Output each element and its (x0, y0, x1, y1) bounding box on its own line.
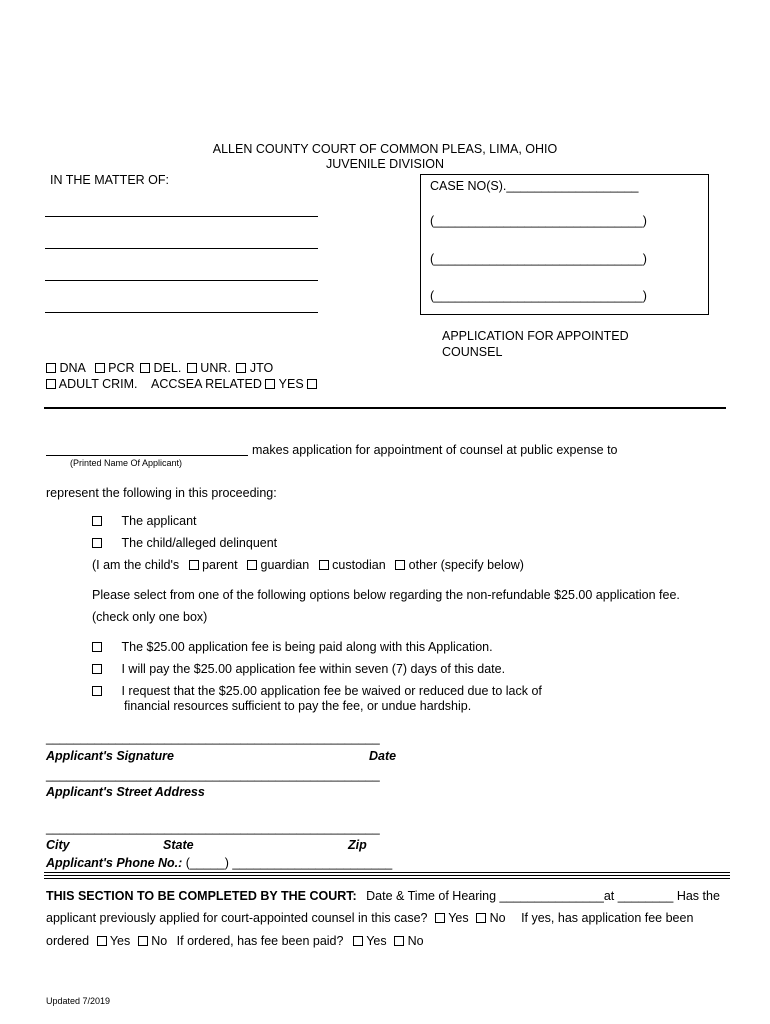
pcr-label: PCR (108, 361, 135, 375)
accsea-checkbox[interactable] (265, 379, 275, 389)
street-address-label: Applicant's Street Address (46, 785, 205, 799)
fee-later-checkbox[interactable] (92, 664, 102, 674)
ordered-no-checkbox[interactable] (138, 936, 148, 946)
form-title-line-1: APPLICATION FOR APPOINTED (442, 329, 629, 343)
city-label: City (46, 838, 70, 852)
zip-label: Zip (348, 838, 367, 852)
case-type-row-1 (46, 361, 273, 375)
court-section-heading: THIS SECTION TO BE COMPLETED BY THE COURT: (46, 889, 357, 903)
custodian-label: custodian (332, 558, 386, 572)
state-label: State (163, 838, 194, 852)
yes-label: YES (278, 377, 304, 391)
fee-paid-checkbox[interactable] (92, 642, 102, 652)
court-divider-mid (44, 875, 730, 876)
signature-line[interactable]: ________________________________________________ (46, 731, 380, 745)
court-divider-bottom (44, 878, 730, 879)
fee-option-3-label: I request that the $25.00 application fee be waived or reduced due to lack of (121, 684, 542, 698)
court-section-row-3 (46, 934, 424, 948)
relationship-row (92, 558, 524, 572)
makes-application-text: makes application for appointment of counsel at public expense to (252, 443, 618, 457)
court-section-row-2 (46, 911, 693, 925)
court-section-row-1 (46, 889, 720, 903)
case-number-field[interactable]: CASE NO(S).___________________ (430, 179, 639, 193)
ordered-text: ordered (46, 934, 90, 948)
paid-no-label: No (407, 934, 424, 948)
jto-checkbox[interactable] (236, 363, 246, 373)
adult-crim-checkbox[interactable] (46, 379, 56, 389)
phone-row (46, 856, 392, 870)
applicant-signature-label: Applicant's Signature (46, 749, 174, 763)
court-title: ALLEN COUNTY COURT OF COMMON PLEAS, LIMA, OHIO (212, 142, 558, 156)
prev-no-checkbox[interactable] (476, 913, 486, 923)
custodian-checkbox[interactable] (319, 560, 329, 570)
form-title-line-2: COUNSEL (442, 345, 503, 359)
fee-option-1 (92, 640, 493, 654)
city-line[interactable]: ________________________________________________ (46, 821, 380, 835)
other-label: other (specify below) (408, 558, 524, 572)
prev-no-label: No (489, 911, 506, 925)
matter-line-2[interactable] (45, 248, 318, 249)
other-checkbox[interactable] (395, 560, 405, 570)
ordered-yes-checkbox[interactable] (97, 936, 107, 946)
division-title: JUVENILE DIVISION (325, 157, 445, 171)
unr-checkbox[interactable] (187, 363, 197, 373)
applicant-name-line[interactable] (46, 455, 248, 456)
del-checkbox[interactable] (140, 363, 150, 373)
ordered-yes-label: Yes (109, 934, 131, 948)
pcr-checkbox[interactable] (95, 363, 105, 373)
parent-checkbox[interactable] (189, 560, 199, 570)
dna-checkbox[interactable] (46, 363, 56, 373)
accsea-label: ACCSEA RELATED (151, 377, 262, 391)
phone-label: Applicant's Phone No.: (46, 856, 183, 870)
child-checkbox[interactable] (92, 538, 102, 548)
prev-yes-checkbox[interactable] (435, 913, 445, 923)
if-ordered-text: If ordered, has fee been paid? (176, 934, 344, 948)
matter-label: IN THE MATTER OF: (50, 173, 169, 187)
address-line[interactable]: ________________________________________________ (46, 768, 380, 782)
child-option-label: The child/alleged delinquent (121, 536, 278, 550)
case-number-field-2[interactable]: (______________________________) (430, 214, 647, 228)
hearing-field[interactable]: Date & Time of Hearing _______________at ________ Has the (366, 889, 720, 903)
court-divider-top (44, 872, 730, 873)
childs-label: (I am the child's (92, 558, 180, 572)
case-type-row-2 (46, 377, 317, 391)
updated-note: Updated 7/2019 (46, 996, 111, 1006)
matter-line-4[interactable] (45, 312, 318, 313)
child-option (92, 536, 277, 550)
jto-label: JTO (249, 361, 274, 375)
phone-field[interactable]: (_____) _______________________ (185, 856, 393, 870)
check-only-note: (check only one box) (92, 610, 208, 624)
paid-yes-label: Yes (366, 934, 387, 948)
applicant-checkbox[interactable] (92, 516, 102, 526)
unr-label: UNR. (200, 361, 231, 375)
prev-applied-text: applicant previously applied for court-appointed counsel in this case? (46, 911, 428, 925)
matter-line-1[interactable] (45, 216, 318, 217)
del-label: DEL. (153, 361, 182, 375)
fee-instruction: Please select from one of the following options below regarding the non-refundable $25.00 application fee. (92, 588, 680, 602)
adult-crim-label: ADULT CRIM. (58, 377, 138, 391)
section-divider (44, 407, 726, 409)
case-number-field-3[interactable]: (______________________________) (430, 252, 647, 266)
dna-label: DNA (59, 361, 86, 375)
applicant-option-label: The applicant (121, 514, 197, 528)
paid-yes-checkbox[interactable] (353, 936, 363, 946)
paid-no-checkbox[interactable] (394, 936, 404, 946)
prev-yes-label: Yes (448, 911, 469, 925)
fee-option-2 (92, 662, 505, 676)
fee-option-1-label: The $25.00 application fee is being paid along with this Application. (121, 640, 493, 654)
ordered-no-label: No (151, 934, 168, 948)
if-yes-text: If yes, has application fee been (521, 911, 694, 925)
parent-label: parent (202, 558, 238, 572)
yes-checkbox[interactable] (307, 379, 317, 389)
fee-option-3-line-2: financial resources sufficient to pay the fee, or undue hardship. (124, 699, 472, 713)
guardian-label: guardian (260, 558, 310, 572)
printed-name-caption: (Printed Name Of Applicant) (70, 458, 183, 468)
date-label: Date (369, 749, 397, 763)
fee-option-3 (92, 684, 542, 698)
guardian-checkbox[interactable] (247, 560, 257, 570)
case-number-field-4[interactable]: (______________________________) (430, 289, 647, 303)
fee-option-2-label: I will pay the $25.00 application fee within seven (7) days of this date. (121, 662, 506, 676)
fee-waive-checkbox[interactable] (92, 686, 102, 696)
represent-text: represent the following in this proceeding: (46, 486, 277, 500)
applicant-option (92, 514, 197, 528)
matter-line-3[interactable] (45, 280, 318, 281)
